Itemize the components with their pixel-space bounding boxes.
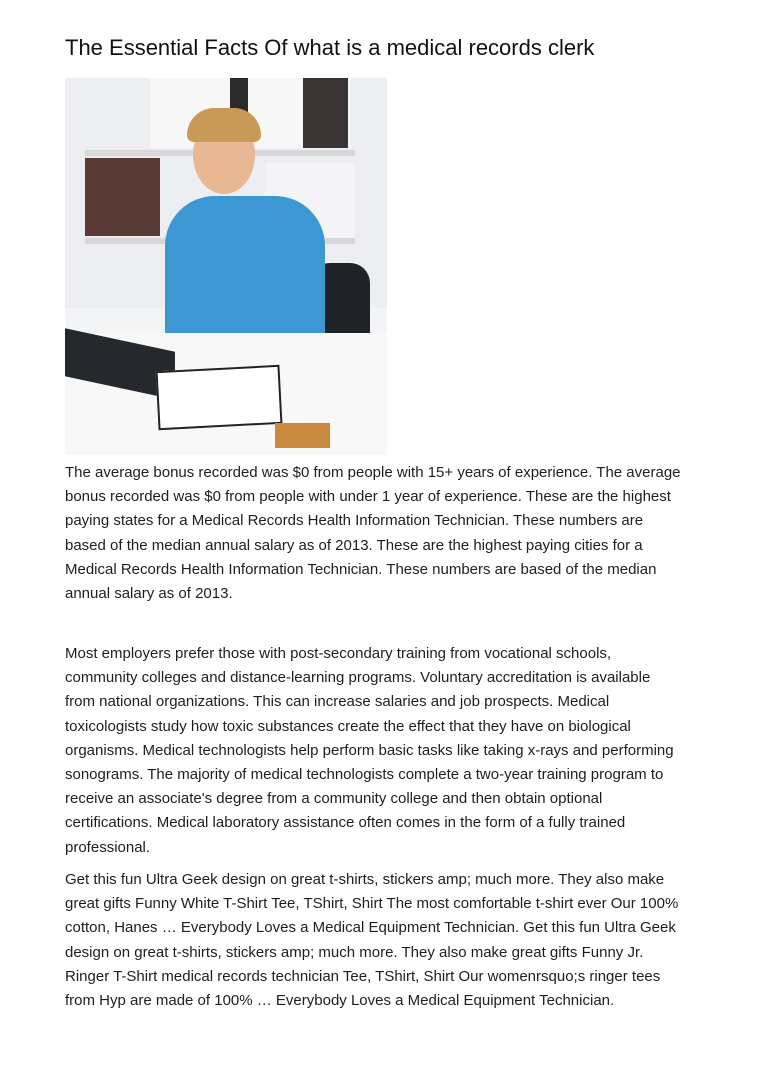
text-line: cotton, Hanes … Everybody Loves a Medical Equipment Technician. Get this fun Ultra Geek — [65, 919, 676, 937]
text-line: Ringer T-Shirt medical records technician Tee, TShirt, Shirt Our womenrsquo;s ringer tees — [65, 967, 661, 985]
paragraph-1 — [65, 461, 681, 606]
paragraph-2 — [65, 642, 674, 860]
text-line: toxicologists study how toxic substances create the effect that they have on biological — [65, 717, 631, 735]
text-line: paying states for a Medical Records Health Information Technician. These numbers are — [65, 512, 644, 530]
text-line: certifications. Medical laboratory assistance often comes in the form of a fully trained — [65, 814, 626, 832]
page-title: The Essential Facts Of what is a medical records clerk — [65, 35, 595, 60]
paragraph-3 — [65, 868, 678, 1013]
text-line: design on great t-shirts, stickers amp; much more. They also make great gifts Funny Jr. — [65, 943, 644, 961]
text-line: annual salary as of 2013. — [65, 585, 233, 603]
text-line: bonus recorded was $0 from people with under 1 year of experience. These are the highest — [65, 488, 671, 506]
text-line: Get this fun Ultra Geek design on great t-shirts, stickers amp; much more. They also make — [65, 871, 665, 888]
text-line: Medical Records Health Information Technician. These numbers are based of the median — [65, 560, 657, 578]
text-line: great gifts Funny White T-Shirt Tee, TShirt, Shirt The most comfortable t-shirt ever Our 100% — [65, 895, 679, 913]
text-line: from national organizations. This can increase salaries and job prospects. Medical — [65, 693, 610, 711]
text-line: The average bonus recorded was $0 from people with 15+ years of experience. The average — [65, 464, 681, 481]
medical-clerk-photo — [65, 78, 387, 455]
text-line: organisms. Medical technologists help perform basic tasks like taking x-rays and performing — [65, 741, 674, 759]
text-line: professional. — [65, 838, 151, 856]
text-line: Most employers prefer those with post-secondary training from vocational schools, — [65, 645, 612, 662]
text-line: based of the median annual salary as of 2013. These are the highest paying cities for a — [65, 536, 643, 554]
text-line: sonograms. The majority of medical technologists complete a two-year training program to — [65, 766, 664, 784]
text-line: receive an associate's degree from a community college and then obtain optional — [65, 790, 603, 808]
text-line: community colleges and distance-learning programs. Voluntary accreditation is available — [65, 669, 651, 687]
text-line: from Hyp are made of 100% … Everybody Loves a Medical Equipment Technician. — [65, 992, 615, 1010]
